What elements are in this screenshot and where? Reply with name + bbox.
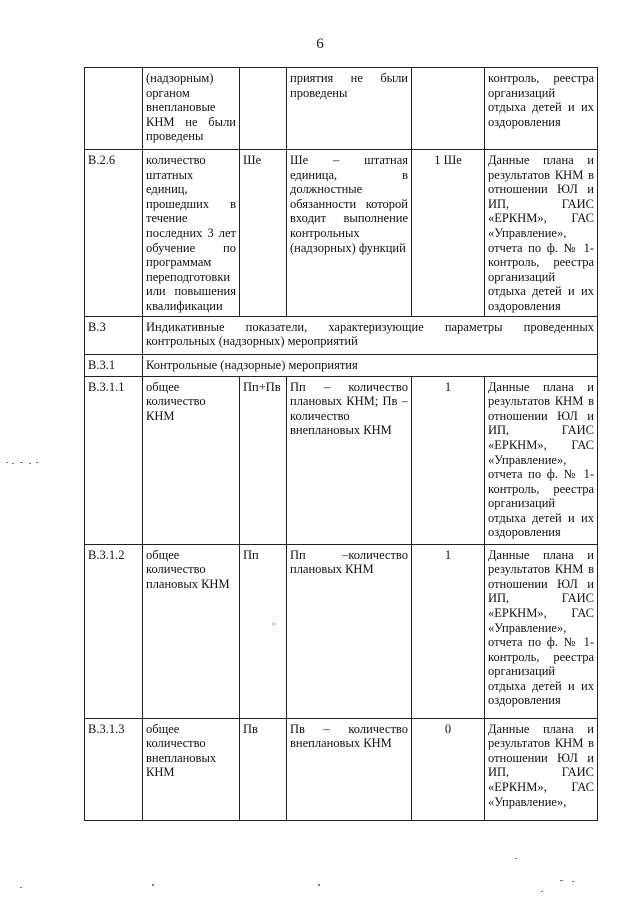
section-heading-row	[85, 354, 598, 376]
table-row	[85, 68, 598, 150]
cell-description: Пп –количество плановых КНМ	[287, 544, 412, 718]
cell-value: 1	[412, 376, 485, 544]
cell-source: Данные плана и результатов КНМ в отношении ЮЛ и ИП, ГАИС «ЕРКНМ», ГАС «Управление», отчета по ф. № 1-контроль, реестра организаций отдыха детей и их оздоровления	[485, 150, 598, 317]
cell-source: Данные плана и результатов КНМ в отношении ЮЛ и ИП, ГАИС «ЕРКНМ», ГАС «Управление», отчета по ф. № 1-контроль, реестра организаций отдыха детей и их оздоровления	[485, 544, 598, 718]
section-heading-row	[85, 316, 598, 354]
cell-code: В.3	[85, 316, 143, 354]
table-row	[85, 150, 598, 317]
cell-value: 0	[412, 718, 485, 820]
cell-indicator-name: (надзорным) органом внеплановые КНМ не были проведены	[143, 68, 240, 150]
cell-code: В.3.1.1	[85, 376, 143, 544]
cell-indicator-name: количество штатных единиц, прошедших в течение последних 3 лет обучение по программам переподготовки или повышения квалификации	[143, 150, 240, 317]
cell-code: В.3.1	[85, 354, 143, 376]
cell-value	[412, 68, 485, 150]
cell-source: контроль, реестра организаций отдыха детей и их оздоровления	[485, 68, 598, 150]
cell-indicator-name: общее количество плановых КНМ	[143, 544, 240, 718]
indicators-table	[84, 67, 598, 821]
cell-formula: Пп+Пв	[240, 376, 287, 544]
cell-code: В.2.6	[85, 150, 143, 317]
cell-description: Пп – количество плановых КНМ; Пв – количество внеплановых КНМ	[287, 376, 412, 544]
cell-formula	[240, 68, 287, 150]
cell-code: В.3.1.2	[85, 544, 143, 718]
cell-source: Данные плана и результатов КНМ в отношении ЮЛ и ИП, ГАИС «ЕРКНМ», ГАС «Управление», отчета по ф. № 1-контроль, реестра организаций отдыха детей и их оздоровления	[485, 376, 598, 544]
cell-formula: Пп	[240, 544, 287, 718]
cell-formula: Пв	[240, 718, 287, 820]
cell-value: 1 Ше	[412, 150, 485, 317]
cell-source: Данные плана и результатов КНМ в отношении ЮЛ и ИП, ГАИС «ЕРКНМ», ГАС «Управление»,	[485, 718, 598, 820]
cell-value: 1	[412, 544, 485, 718]
section-heading: Контрольные (надзорные) мероприятия	[143, 354, 598, 376]
cell-code: В.3.1.3	[85, 718, 143, 820]
table-row	[85, 718, 598, 820]
cell-description: Пв – количество внеплановых КНМ	[287, 718, 412, 820]
table-row	[85, 544, 598, 718]
cell-formula: Ше	[240, 150, 287, 317]
section-heading: Индикативные показатели, характеризующие параметры проведенных контрольных (надзорных) мероприятий	[143, 316, 598, 354]
table-row	[85, 376, 598, 544]
cell-description: приятия не были проведены	[287, 68, 412, 150]
cell-indicator-name: общее количество внеплановых КНМ	[143, 718, 240, 820]
cell-description: Ше – штатная единица, в должностные обязанности которой входит выполнение контрольных (надзорных) функций	[287, 150, 412, 317]
cell-indicator-name: общее количество КНМ	[143, 376, 240, 544]
page-number: 6	[316, 36, 324, 52]
cell-code	[85, 68, 143, 150]
